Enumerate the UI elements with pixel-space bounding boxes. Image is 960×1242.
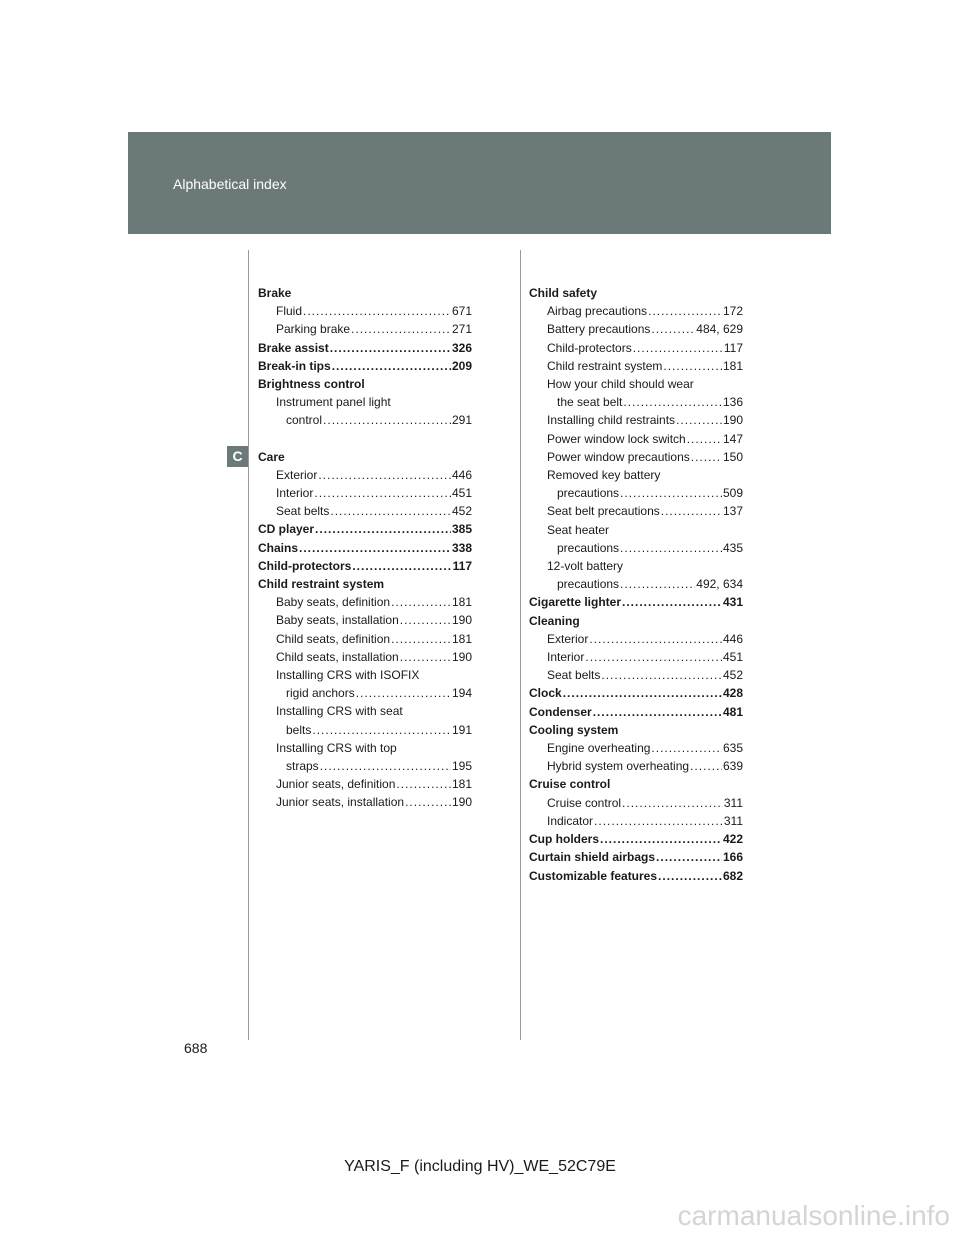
dot-leader (601, 666, 722, 684)
entry-label: Customizable features (529, 868, 658, 883)
dot-leader (320, 757, 451, 775)
index-entry (258, 702, 472, 720)
entry-label: Airbag precautions (547, 304, 648, 319)
index-entry (529, 284, 743, 302)
entry-label: Cooling system (529, 722, 619, 737)
entry-label: Cigarette lighter (529, 595, 622, 610)
dot-leader (620, 575, 695, 593)
index-entry (529, 612, 743, 630)
index-entry[interactable] (258, 520, 472, 538)
dot-leader (661, 502, 722, 520)
entry-page-ref[interactable]: 635 (722, 741, 743, 756)
index-entry[interactable] (258, 302, 472, 320)
dot-leader (651, 739, 722, 757)
entry-label: Interior (547, 650, 585, 665)
entry-page-ref[interactable]: 509 (722, 486, 743, 501)
watermark: carmanualsonline.info (677, 1200, 950, 1231)
index-entry[interactable] (258, 775, 472, 793)
index-entry[interactable] (258, 357, 472, 375)
entry-page-ref[interactable]: 172 (722, 304, 743, 319)
entry-page-ref[interactable]: 671 (451, 304, 472, 319)
dot-leader (332, 357, 451, 375)
index-entry[interactable] (529, 684, 743, 702)
dot-leader (315, 520, 451, 538)
index-entry (258, 284, 472, 302)
entry-page-ref[interactable]: 195 (451, 759, 472, 774)
entry-label: Indicator (547, 813, 594, 828)
entry-page-ref[interactable]: 181 (451, 595, 472, 610)
dot-leader (391, 630, 451, 648)
entry-label: Exterior (276, 467, 318, 482)
dot-leader (622, 593, 722, 611)
entry-label: Seat belt precautions (547, 504, 660, 519)
index-entry[interactable] (258, 484, 472, 502)
index-entry[interactable] (529, 302, 743, 320)
index-entry[interactable] (258, 466, 472, 484)
entry-label: Brightness control (258, 377, 365, 392)
section-tab: C (227, 446, 248, 467)
index-entry (529, 721, 743, 739)
index-entry[interactable] (529, 430, 743, 448)
entry-label: belts (286, 722, 312, 737)
dot-leader (663, 357, 722, 375)
index-entry[interactable] (258, 757, 472, 775)
dot-leader (400, 648, 451, 666)
dot-leader (396, 775, 451, 793)
index-entry (529, 775, 743, 793)
entry-page-ref[interactable]: 492, 634 (696, 577, 743, 592)
index-entry (529, 466, 743, 484)
entry-label: Junior seats, installation (276, 795, 405, 810)
index-entry (258, 393, 472, 411)
index-entry[interactable] (258, 648, 472, 666)
index-entry[interactable] (258, 320, 472, 338)
entry-label: Child safety (529, 286, 598, 300)
entry-label: Brake assist (258, 340, 329, 355)
index-column-right (529, 284, 743, 885)
entry-page-ref[interactable]: 452 (722, 668, 743, 683)
index-column-left (258, 284, 472, 812)
entry-label: Cleaning (529, 613, 580, 628)
index-entry (529, 557, 743, 575)
entry-label: Parking brake (276, 322, 351, 337)
dot-leader (691, 448, 722, 466)
dot-leader (299, 539, 451, 557)
entry-page-ref[interactable]: 181 (451, 777, 472, 792)
entry-page-ref[interactable]: 117 (452, 558, 472, 573)
index-entry[interactable] (529, 320, 743, 338)
dot-leader (648, 302, 722, 320)
entry-label: Curtain shield airbags (529, 850, 656, 865)
entry-label: Baby seats, installation (276, 613, 399, 628)
dot-leader (690, 757, 722, 775)
entry-page-ref[interactable]: 147 (722, 431, 743, 446)
entry-label: Engine overheating (547, 741, 651, 756)
index-entry[interactable] (529, 575, 743, 593)
entry-label: Child seats, definition (276, 631, 391, 646)
left-divider (248, 250, 249, 1040)
entry-label: Cruise control (547, 795, 622, 810)
entry-label: Clock (529, 686, 562, 701)
entry-page-ref[interactable]: 446 (451, 467, 472, 482)
entry-label: Child restraint system (258, 577, 385, 592)
entry-label: Fluid (276, 304, 303, 319)
entry-page-ref[interactable]: 422 (722, 832, 743, 847)
dot-leader (594, 812, 723, 830)
dot-leader (589, 630, 722, 648)
entry-page-ref[interactable]: 194 (451, 686, 472, 701)
entry-page-ref[interactable]: 190 (451, 649, 472, 664)
dot-leader (620, 484, 722, 502)
entry-label: Condenser (529, 704, 592, 719)
entry-page-ref[interactable]: 181 (722, 358, 743, 373)
dot-leader (330, 339, 451, 357)
dot-leader (323, 411, 451, 429)
index-entry[interactable] (529, 794, 743, 812)
dot-leader (676, 411, 722, 429)
entry-page-ref[interactable]: 435 (722, 540, 743, 555)
entry-page-ref[interactable]: 431 (722, 595, 743, 610)
dot-leader (585, 648, 722, 666)
entry-label: Child-protectors (258, 558, 352, 573)
dot-leader (600, 830, 722, 848)
index-entry[interactable] (529, 648, 743, 666)
entry-label: Seat belts (276, 504, 330, 519)
page-header (128, 132, 831, 234)
entry-page-ref[interactable]: 181 (451, 631, 472, 646)
entry-label: Break-in tips (258, 358, 331, 373)
dot-leader (303, 302, 451, 320)
entry-page-ref[interactable]: 428 (722, 686, 743, 701)
entry-label: Child seats, installation (276, 649, 399, 664)
entry-page-ref[interactable]: 451 (722, 650, 743, 665)
entry-label: Power window precautions (547, 449, 690, 464)
entry-page-ref[interactable]: 682 (722, 868, 743, 883)
entry-label: precautions (557, 577, 620, 592)
entry-page-ref[interactable]: 451 (451, 486, 472, 501)
entry-page-ref[interactable]: 452 (451, 504, 472, 519)
index-entry[interactable] (258, 557, 472, 575)
entry-label: Junior seats, definition (276, 777, 396, 792)
entry-page-ref[interactable]: 117 (723, 340, 743, 355)
entry-gap (258, 430, 472, 448)
index-entry[interactable] (529, 703, 743, 721)
entry-page-ref[interactable]: 166 (722, 850, 743, 865)
dot-leader (312, 721, 451, 739)
index-entry[interactable] (258, 539, 472, 557)
entry-page-ref[interactable]: 136 (722, 395, 743, 410)
entry-page-ref[interactable]: 291 (451, 413, 472, 428)
index-entry[interactable] (258, 502, 472, 520)
entry-label: the seat belt (557, 395, 623, 410)
entry-label: Instrument panel light (276, 395, 391, 410)
entry-page-ref[interactable]: 484, 629 (696, 322, 743, 337)
entry-label: straps (286, 759, 319, 774)
index-entry[interactable] (258, 411, 472, 429)
dot-leader (400, 611, 451, 629)
entry-label: Cup holders (529, 832, 600, 847)
entry-label: Brake (258, 286, 292, 300)
dot-leader (391, 593, 451, 611)
entry-label: Removed key battery (547, 468, 661, 483)
entry-label: Power window lock switch (547, 431, 686, 446)
index-entry[interactable] (529, 757, 743, 775)
entry-label: How your child should wear (547, 377, 694, 392)
entry-page-ref[interactable]: 446 (722, 631, 743, 646)
header-title: Alphabetical index (173, 176, 287, 192)
index-entry[interactable] (529, 393, 743, 411)
index-entry[interactable] (258, 721, 472, 739)
index-entry (258, 575, 472, 593)
entry-label: Seat belts (547, 668, 601, 683)
entry-label: CD player (258, 522, 315, 537)
index-entry[interactable] (258, 339, 472, 357)
entry-label: 12-volt battery (547, 559, 624, 574)
entry-label: precautions (557, 486, 620, 501)
entry-label: Hybrid system overheating (547, 759, 690, 774)
index-entry (258, 739, 472, 757)
index-entry (258, 666, 472, 684)
entry-page-ref[interactable]: 190 (451, 795, 472, 810)
dot-leader (656, 848, 722, 866)
dot-leader (352, 557, 451, 575)
entry-page-ref[interactable]: 209 (451, 358, 472, 373)
dot-leader (405, 793, 451, 811)
index-entry[interactable] (258, 630, 472, 648)
dot-leader (593, 703, 722, 721)
index-entry[interactable] (529, 357, 743, 375)
entry-label: precautions (557, 540, 620, 555)
index-entry[interactable] (529, 593, 743, 611)
index-entry (258, 375, 472, 393)
entry-label: Installing CRS with top (276, 740, 397, 755)
entry-label: Seat heater (547, 522, 610, 537)
entry-page-ref[interactable]: 190 (722, 413, 743, 428)
index-entry[interactable] (529, 812, 743, 830)
index-entry[interactable] (258, 793, 472, 811)
index-entry[interactable] (258, 611, 472, 629)
entry-label: Installing child restraints (547, 413, 676, 428)
index-entry (529, 375, 743, 393)
dot-leader (687, 430, 722, 448)
index-entry[interactable] (529, 539, 743, 557)
index-entry[interactable] (258, 593, 472, 611)
dot-leader (623, 393, 722, 411)
entry-label: control (286, 413, 323, 428)
index-entry[interactable] (529, 339, 743, 357)
entry-page-ref[interactable]: 385 (451, 522, 472, 537)
entry-page-ref[interactable]: 338 (451, 540, 472, 555)
entry-page-ref[interactable]: 311 (723, 795, 743, 810)
dot-leader (651, 320, 695, 338)
index-entry[interactable] (529, 830, 743, 848)
entry-page-ref[interactable]: 326 (451, 340, 472, 355)
dot-leader (563, 684, 722, 702)
dot-leader (356, 684, 451, 702)
index-entry[interactable] (529, 502, 743, 520)
dot-leader (318, 466, 451, 484)
dot-leader (314, 484, 451, 502)
index-entry[interactable] (258, 684, 472, 702)
entry-page-ref[interactable]: 137 (722, 504, 743, 519)
index-entry[interactable] (529, 666, 743, 684)
page-number: 688 (184, 1040, 208, 1056)
index-entry (258, 448, 472, 466)
entry-page-ref[interactable]: 271 (451, 322, 472, 337)
entry-label: Child-protectors (547, 340, 632, 355)
entry-label: Care (258, 449, 285, 464)
entry-label: Cruise control (529, 777, 611, 792)
index-entry[interactable] (529, 484, 743, 502)
center-divider (520, 250, 521, 1040)
entry-label: Chains (258, 540, 299, 555)
entry-label: Exterior (547, 631, 589, 646)
dot-leader (633, 339, 723, 357)
entry-page-ref[interactable]: 190 (451, 613, 472, 628)
entry-page-ref[interactable]: 150 (722, 449, 743, 464)
index-entry[interactable] (529, 448, 743, 466)
dot-leader (622, 794, 723, 812)
entry-page-ref[interactable]: 311 (723, 813, 743, 828)
dot-leader (658, 867, 722, 885)
entry-page-ref[interactable]: 639 (722, 759, 743, 774)
dot-leader (330, 502, 451, 520)
index-entry[interactable] (529, 411, 743, 429)
entry-label: Installing CRS with seat (276, 704, 403, 719)
index-entry[interactable] (529, 867, 743, 885)
footer-doc-id: YARIS_F (including HV)_WE_52C79E (344, 1158, 616, 1175)
entry-label: Battery precautions (547, 322, 651, 337)
entry-page-ref[interactable]: 191 (451, 722, 472, 737)
index-entry (529, 521, 743, 539)
index-entry[interactable] (529, 848, 743, 866)
entry-label: Child restraint system (547, 358, 663, 373)
dot-leader (620, 539, 722, 557)
entry-page-ref[interactable]: 481 (722, 704, 743, 719)
entry-label: Baby seats, definition (276, 595, 391, 610)
entry-label: rigid anchors (286, 686, 355, 701)
dot-leader (351, 320, 451, 338)
index-entry[interactable] (529, 739, 743, 757)
index-entry[interactable] (529, 630, 743, 648)
entry-label: Installing CRS with ISOFIX (276, 668, 420, 683)
entry-label: Interior (276, 486, 314, 501)
